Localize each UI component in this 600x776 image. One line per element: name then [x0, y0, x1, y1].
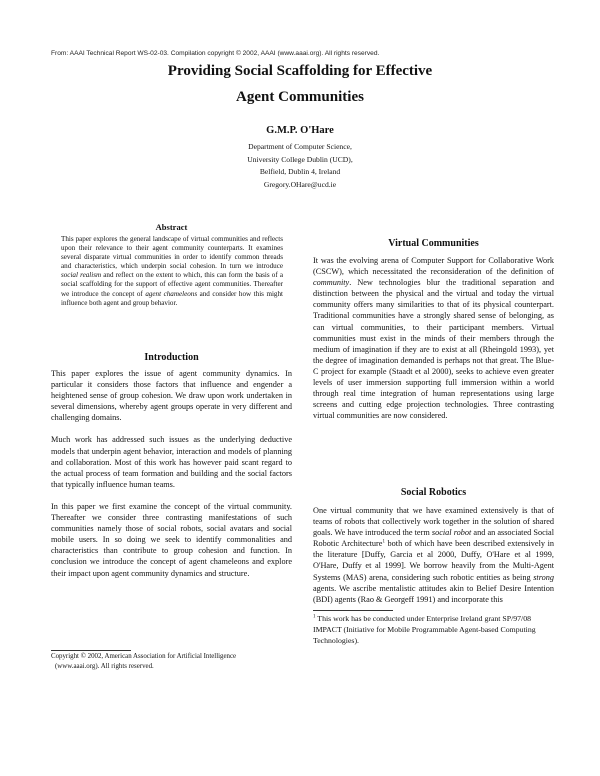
footnote-divider [313, 610, 393, 611]
affiliation-address: Belfield, Dublin 4, Ireland [259, 167, 341, 176]
paper-title [100, 58, 500, 110]
introduction-body [51, 368, 292, 579]
source-notice: From: AAAI Technical Report WS-02-03. Compilation copyright © 2002, AAAI (www.aaai.org). All rights reserved. [51, 50, 380, 57]
term-community: community [313, 278, 350, 288]
term-agent-chameleons: agent chameleons [145, 289, 198, 298]
introduction-heading: Introduction [144, 352, 199, 363]
footnote-text: $^1$ This work has be conducted under Enterprise Ireland grant SP/97/08 IMPACT (Initiative for Mobile Programmable Agent-based Computing Technologies). [313, 614, 536, 646]
abstract-text: This paper explores the general landscape of virtual communities and reflects upon their relevance to their agent community counterparts. It examines several disparate virtual communities in order to identify common threads and characteristics, which underpin social cohesion. In turn we introduce social realism and reflect on the extent to which, this can form the basis of a social scaffolding for the support of effective agent communities. Thereafter we introduce the concept of agent chameleons and consider how this might influence both agent and group behavior. [61, 235, 283, 307]
author-name: G.M.P. O'Hare [266, 125, 334, 136]
virtual-communities-heading: Virtual Communities [388, 238, 479, 249]
author-affiliation [150, 141, 450, 191]
copyright-divider [51, 650, 131, 651]
footnote-reference: 1 [382, 539, 385, 545]
title-line-1: Providing Social Scaffolding for Effective [167, 63, 433, 79]
introduction-paragraph: Much work has addressed such issues as the underlying deductive models that underpin agent behavior, interaction and models of planning and collaboration. Most of this work has however paid scant regard to the actual process of team formation and building and the social factors that typically influence human teams. [51, 435, 292, 489]
title-line-2: Agent Communities [236, 89, 364, 105]
term-strong: strong [533, 572, 554, 582]
term-social-robot: social robot [431, 528, 472, 538]
term-social-realism: social realism [61, 271, 102, 280]
affiliation-university: University College Dublin (UCD), [247, 154, 353, 164]
copyright-note: Copyright © 2002, American Association for Artificial Intelligence (www.aaai.org). All rights reserved. [51, 653, 237, 670]
introduction-paragraph: In this paper we first examine the concept of the virtual community. Thereafter we consider three contrasting manifestations of such communities namely those of social robots, social avatars and social mobile users. In so doing we seek to identify commonalities and characteristics than contribute to group cohesion and function. In conclusion we introduce the concept of agent chameleons and explore their impact upon agent community dynamics and structure. [51, 501, 292, 578]
virtual-communities-body: It was the evolving arena of Computer Support for Collaborative Work (CSCW), which necessitated the reconsideration of the definition of community. New technologies blur the traditional separation and distinction between the physical and the virtual and today the virtual community offers many similarities to that of its physical counterpart. Traditional communities have a strongly shared sense of belonging, as can virtual communities, to their participant members. Virtual communities must exist in the minds of their members through the medium of imagination if they are to exist at all (Rheingold 1993), yet the degree of imagination demanded is perhaps not that great. The Blue-C project for example (Staadt et al 2000), seeks to achieve even greater levels of user immersion supporting full immersion within a world through real time integration of human representations using large screens and cutting edge projection technologies. Three contrasting virtual communities are now considered. [313, 256, 554, 421]
author-email: Gregory.OHare@ucd.ie [263, 179, 337, 189]
affiliation-department: Department of Computer Science, [248, 142, 352, 151]
social-robotics-body: One virtual community that we have examined extensively is that of teams of robots that collectively work together in the solution of shared goals. We have introduced the term social robot and an associated Social Robotic Architecture$^1$ both of which have been described extensively in the literature [Duffy, Garcia et al 2000, Duffy, O'Hare et al 1999, O'Hare, Duffy et al 1999]. We borrow heavily from the Multi-Agent Systems (MAS) arena, considering such robotic entities as being strong agents. We ascribe mentalistic attitudes akin to Belief Desire Intention (BDI) agents (Rao & Georgeff 1991) and incorporate this [313, 506, 554, 604]
introduction-paragraph: This paper explores the issue of agent community dynamics. In particular it considers those factors that influence and engender a heightened sense of group cohesion. We draw upon work undertaken in several dimensions, whereby agent groups operate in very different and challenging domains. [51, 369, 292, 423]
social-robotics-heading: Social Robotics [400, 487, 467, 498]
abstract-heading: Abstract [155, 222, 188, 232]
